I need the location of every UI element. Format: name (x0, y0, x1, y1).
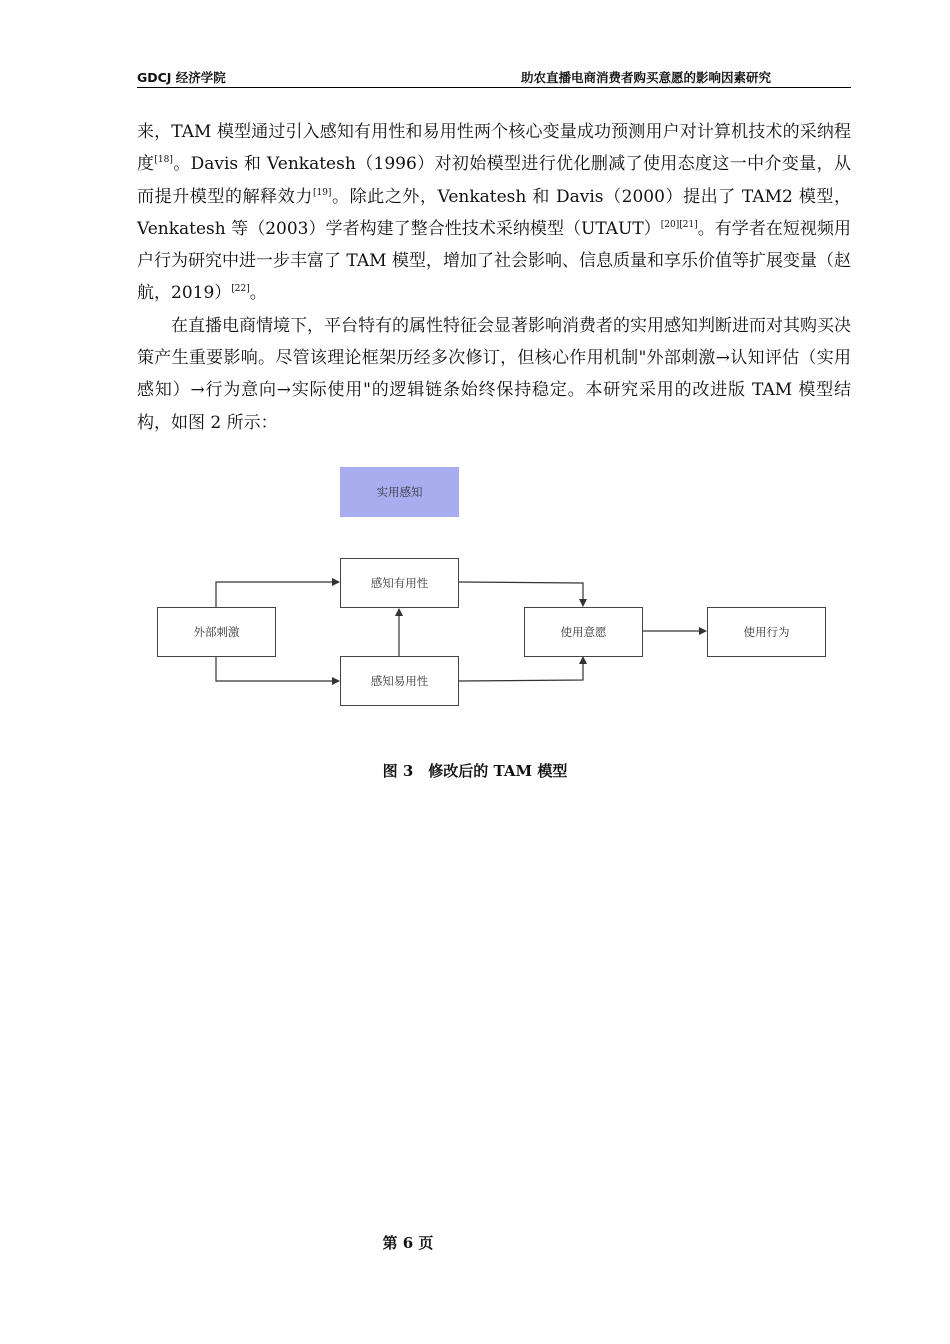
node-usage-behavior: 使用行为 (707, 607, 826, 657)
figure-caption: 图 3 修改后的 TAM 模型 (382, 762, 568, 780)
node-usage-intention: 使用意愿 (524, 607, 643, 657)
node-perceived-usefulness: 感知有用性 (340, 558, 459, 608)
citation-22: [22] (231, 284, 250, 295)
node-perceived-ease: 感知易用性 (340, 656, 459, 706)
arrow-usefulness-to-intention (459, 582, 583, 606)
citation-18: [18] (154, 155, 173, 166)
p1-text-a: 来，TAM 模型通过引入感知有用性和易用性两个核心变量成功预测用户对计算机技术的采纳程度 (137, 122, 851, 175)
arrow-stimulus-to-ease (216, 656, 339, 681)
citation-19: [19] (312, 187, 332, 198)
citation-20-21: [20][21] (660, 219, 698, 230)
paragraph-2: 在直播电商情境下，平台特有的属性特征会显著影响消费者的实用感知判断进而对其购买决策产生重要影响。尽管该理论框架历经多次修订，但核心作用机制"外部刺激→认知评估（实用感知）→行为意向→实际使用"的逻辑链条始终保持稳定。本研究采用的改进版 TAM 模型结构，如图 2 所示： (137, 315, 851, 433)
p1-text-e: 。 (249, 283, 267, 304)
p1-text-d: 。有学者在短视频用户行为研究中进一步丰富了 TAM 模型，增加了社会影响、信息质量和享乐价值等扩展变量（赵航，2019） (137, 218, 851, 304)
p1-text-c: 。除此之外，Venkatesh 和 Davis（2000）提出了 TAM2 模型，Venkatesh 等（2003）学者构建了整合性技术采纳模型（UTAUT） (137, 186, 852, 239)
header-left: GDCJ 经济学院 (137, 70, 226, 85)
header-right: 助农直播电商消费者购买意愿的影响因素研究 (520, 70, 771, 85)
p1-text-b: 。Davis 和 Venkatesh（1996）对初始模型进行优化删减了使用态度这一中介变量，从而提升模型的解释效力 (137, 154, 852, 207)
page-number: 第 6 页 (382, 1234, 434, 1252)
node-external-stimulus: 外部刺激 (157, 607, 276, 657)
arrow-stimulus-to-usefulness (216, 582, 339, 607)
arrow-ease-to-intention (459, 657, 583, 681)
node-practical-perception: 实用感知 (340, 467, 459, 517)
